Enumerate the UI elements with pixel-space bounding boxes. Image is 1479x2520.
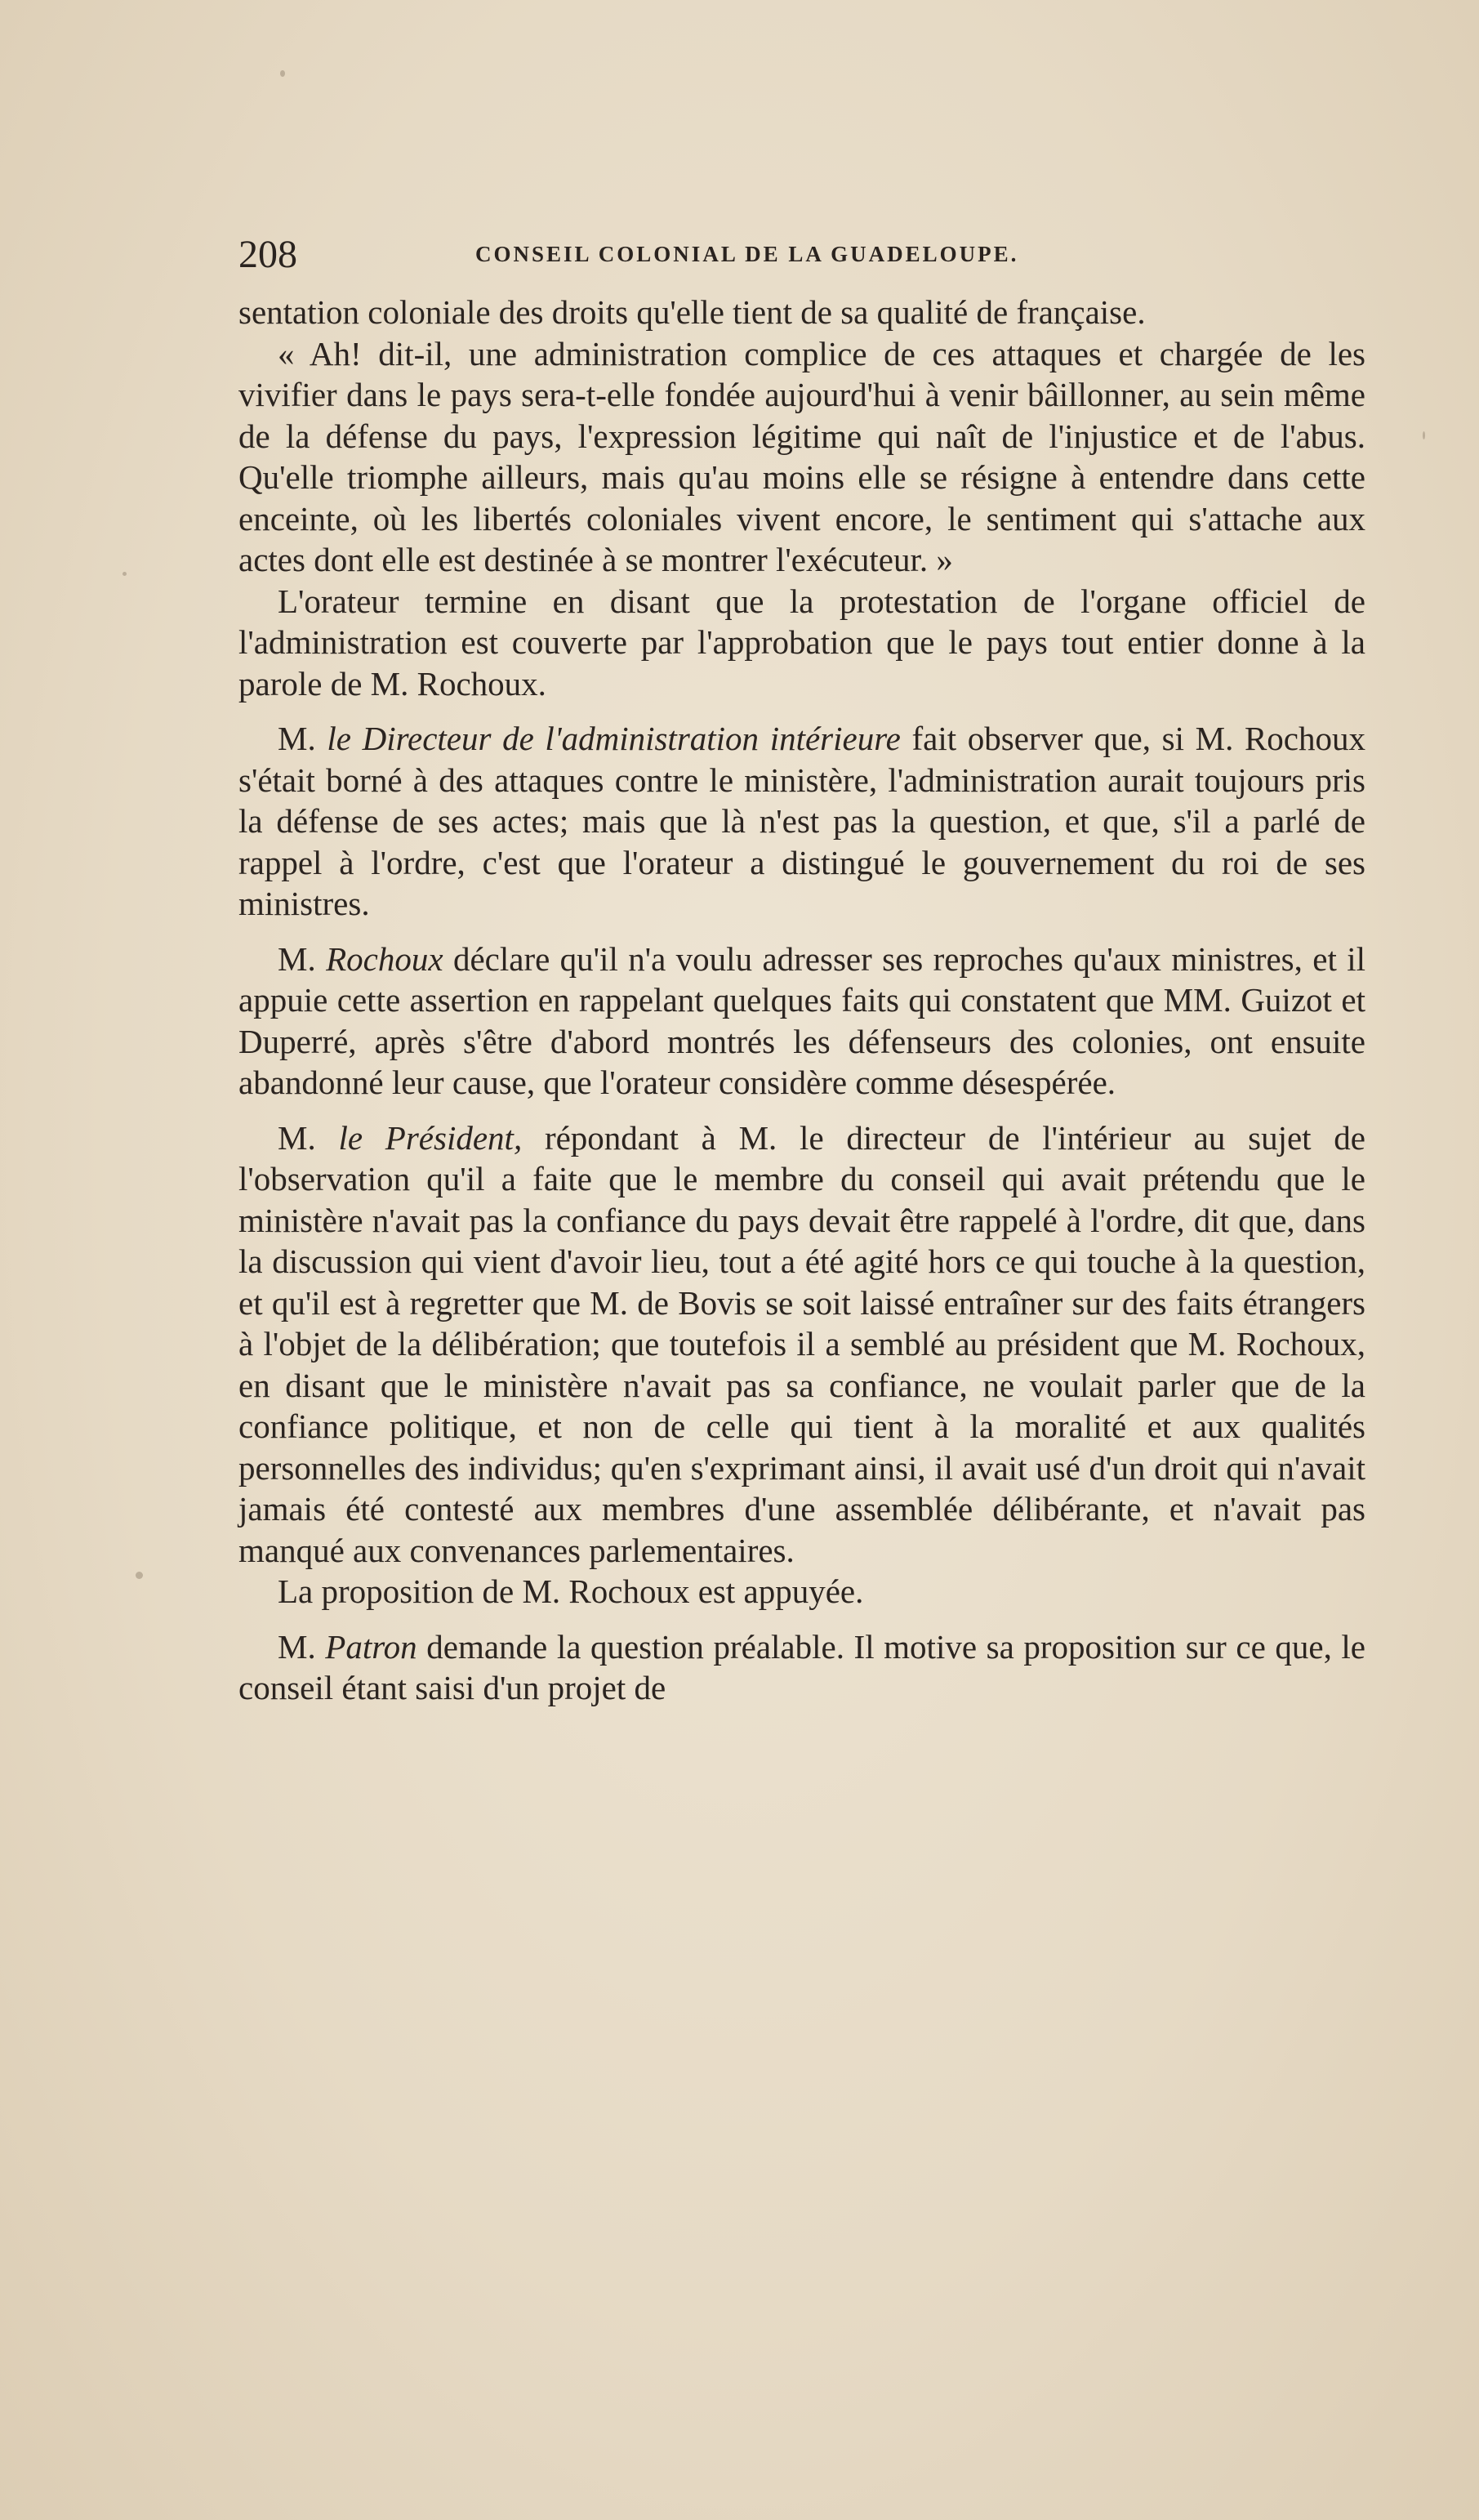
paragraph: [238, 1117, 1365, 1572]
paragraph-text: déclare qu'il n'a voulu adresser ses reproches qu'aux ministres, et il appuie cette assertion en rappelant quelques faits qui constatent que MM. Guizot et Duperré, après s'être d'abord montrés les défenseurs des colonies, ont ensuite abandonné leur cause, que l'orateur considère comme désespérée.: [238, 939, 1366, 1101]
paragraph-text: fait observer que, si M. Rochoux s'était borné à des attaques contre le ministère, l'administration aurait toujours pris la défense de ses actes; mais que là n'est pas la question, et que, s'il a parlé de rappel à l'ordre, c'est que l'orateur a distingué le gouvernement du roi de ses ministres.: [238, 720, 1366, 922]
paragraph-text: répondant à M. le directeur de l'intérieur au sujet de l'observation qu'il a faite que le membre du conseil qui avait prétendu que le ministère n'avait pas la confiance du pays devait être rappelé à l'ordre, dit que, dans la discussion qui vient d'avoir lieu, tout a été agité hors ce qui touche à la question, et qu'il est à regretter que M. de Bovis se soit laissé entraîner sur des faits étrangers à l'objet de la délibération; que toutefois il a semblé au président que M. Rochoux, en disant que le ministère n'avait pas sa confiance, ne voulait parler que de la confiance politique, et non de celle qui tient à la moralité et aux qualités personnelles des individus; qu'en s'exprimant ainsi, il avait usé d'un droit qui n'avait jamais été contesté aux membres d'une assemblée délibérante, et n'avait pas manqué aux convenances parlementaires.: [238, 1118, 1365, 1569]
speaker-prefix: M.: [278, 1627, 316, 1666]
speaker-prefix: M.: [278, 939, 316, 978]
speaker-prefix: M.: [278, 720, 316, 757]
paper-speck: [123, 572, 127, 576]
speaker-prefix: M.: [278, 1118, 316, 1157]
paragraph: [238, 718, 1365, 925]
book-page: [238, 230, 1365, 1709]
page-header: [238, 230, 1365, 288]
speaker-name: Patron: [325, 1627, 417, 1666]
paragraph: [238, 1626, 1365, 1709]
page-number: 208: [238, 233, 297, 276]
paragraph: [238, 939, 1365, 1104]
paper-speck: [136, 1572, 143, 1579]
paper-speck: [280, 70, 285, 77]
body-text: [238, 292, 1365, 1709]
paper-speck: [1423, 431, 1425, 439]
paragraph: La proposition de M. Rochoux est appuyée.: [278, 1572, 864, 1610]
paragraph: « Ah! dit-il, une administration complice de ces attaques et chargée de les vivifier dans le pays sera-t-elle fondée aujourd'hui à venir bâillonner, au sein même de la défense du pays, l'expression légitime qui naît de l'injustice et de l'abus. Qu'elle triomphe ailleurs, mais qu'au moins elle se résigne à entendre dans cette enceinte, où les libertés coloniales vivent encore, le sentiment qui s'attache aux actes dont elle est destinée à se montrer l'exécuteur. »: [238, 334, 1365, 578]
paragraph: sentation coloniale des droits qu'elle tient de sa qualité de française.: [238, 293, 1146, 331]
speaker-name: Rochoux: [326, 939, 443, 978]
speaker-name: le Président,: [338, 1118, 523, 1157]
paragraph-text: demande la question préalable. Il motive sa proposition sur ce que, le conseil étant saisi d'un projet de: [238, 1627, 1365, 1706]
paragraph: L'orateur termine en disant que la protestation de l'organe officiel de l'administration est couverte par l'approbation que le pays tout entier donne à la parole de M. Rochoux.: [238, 582, 1365, 702]
speaker-name: le Directeur de l'administration intérieure: [327, 720, 901, 757]
running-title: CONSEIL COLONIAL DE LA GUADELOUPE.: [475, 242, 1019, 266]
